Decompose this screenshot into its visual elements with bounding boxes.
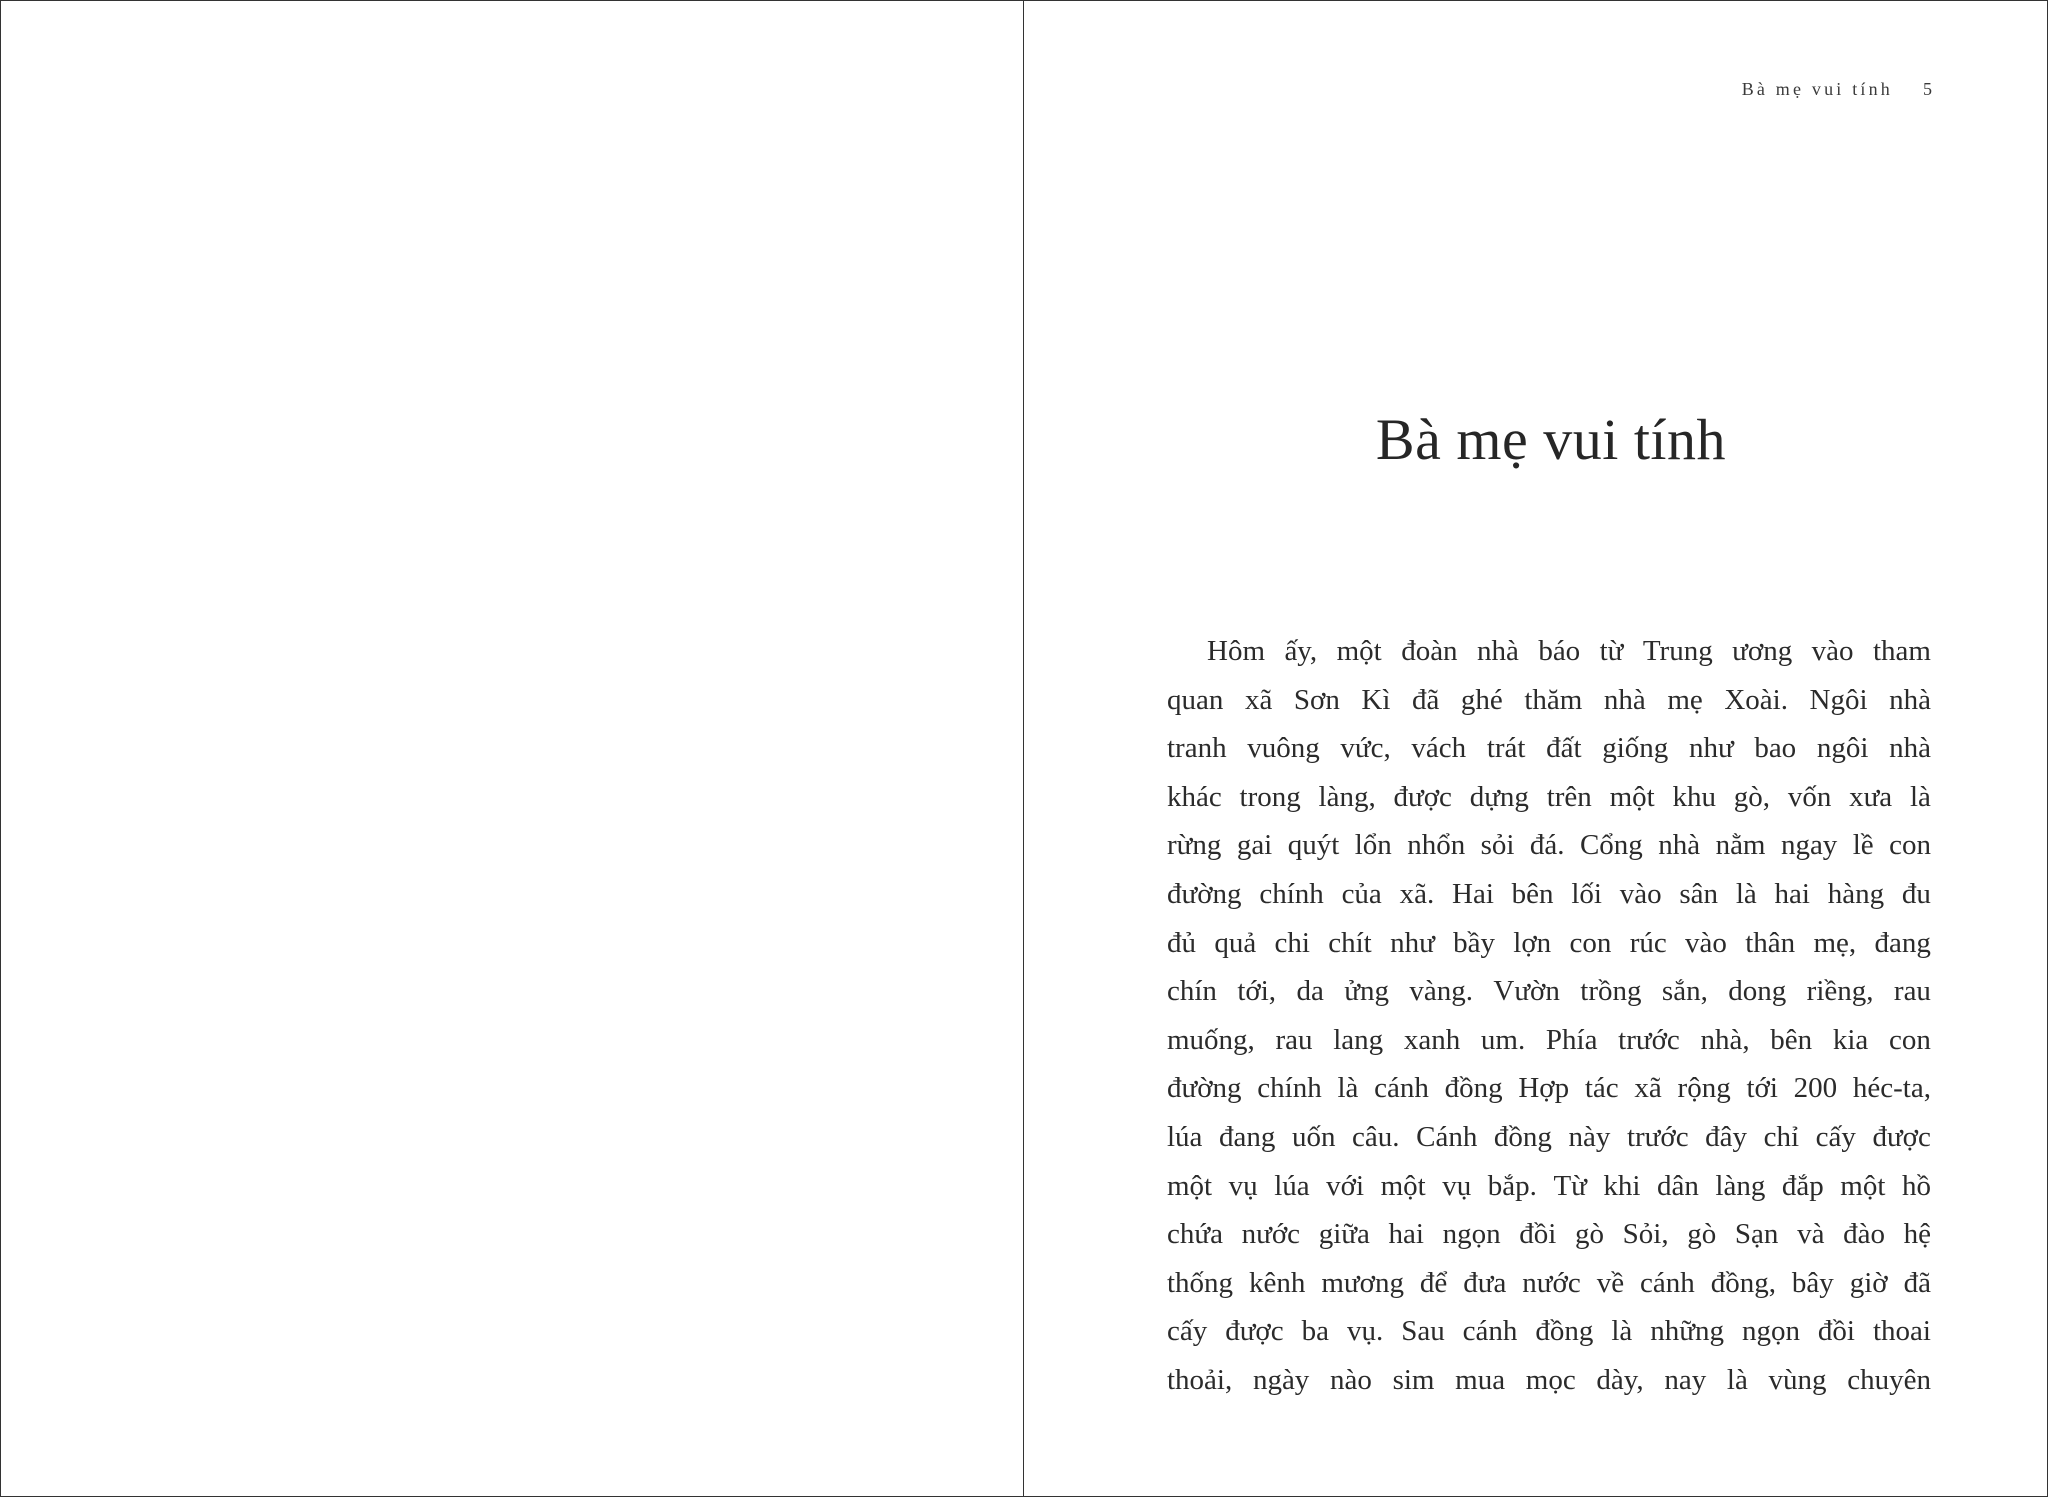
body-paragraph: [1167, 627, 1931, 1405]
body-line: thống kênh mương để đưa nước về cánh đồng, bây giờ đã: [1167, 1266, 1931, 1299]
body-line: đủ quả chi chít như bầy lợn con rúc vào thân mẹ, đang: [1167, 926, 1931, 959]
body-line: cấy được ba vụ. Sau cánh đồng là những ngọn đồi thoai: [1167, 1315, 1931, 1348]
running-header-title: Bà mẹ vui tính: [1741, 79, 1893, 99]
body-line: muống, rau lang xanh um. Phía trước nhà, bên kia con: [1167, 1023, 1931, 1056]
body-line: rừng gai quýt lổn nhổn sỏi đá. Cổng nhà nằm ngay lề con: [1167, 829, 1931, 862]
body-line: khác trong làng, được dựng trên một khu gò, vốn xưa là: [1167, 780, 1931, 813]
body-line: Hôm ấy, một đoàn nhà báo từ Trung ương vào tham: [1207, 635, 1931, 667]
running-header: [1742, 79, 1932, 100]
body-line: một vụ lúa với một vụ bắp. Từ khi dân làng đắp một hồ: [1167, 1169, 1931, 1202]
chapter-title: Bà mẹ vui tính: [1375, 407, 1727, 472]
body-line: tranh vuông vức, vách trát đất giống như bao ngôi nhà: [1167, 732, 1931, 765]
page-gutter-divider: [1023, 1, 1024, 1496]
body-line: chín tới, da ửng vàng. Vườn trồng sắn, dong riềng, rau: [1167, 975, 1931, 1008]
body-line: đường chính là cánh đồng Hợp tác xã rộng tới 200 héc-ta,: [1167, 1072, 1931, 1105]
body-line: đường chính của xã. Hai bên lối vào sân là hai hàng đu: [1167, 877, 1931, 910]
body-line: quan xã Sơn Kì đã ghé thăm nhà mẹ Xoài. Ngôi nhà: [1167, 683, 1931, 716]
page-number: 5: [1923, 79, 1932, 99]
right-page: [1025, 1, 2047, 1496]
body-line: thoải, ngày nào sim mua mọc dày, nay là vùng chuyên: [1167, 1363, 1931, 1396]
left-page-blank: [1, 1, 1024, 1496]
body-line: chứa nước giữa hai ngọn đồi gò Sỏi, gò Sạn và đào hệ: [1167, 1218, 1931, 1251]
body-line: lúa đang uốn câu. Cánh đồng này trước đây chỉ cấy được: [1167, 1120, 1931, 1153]
